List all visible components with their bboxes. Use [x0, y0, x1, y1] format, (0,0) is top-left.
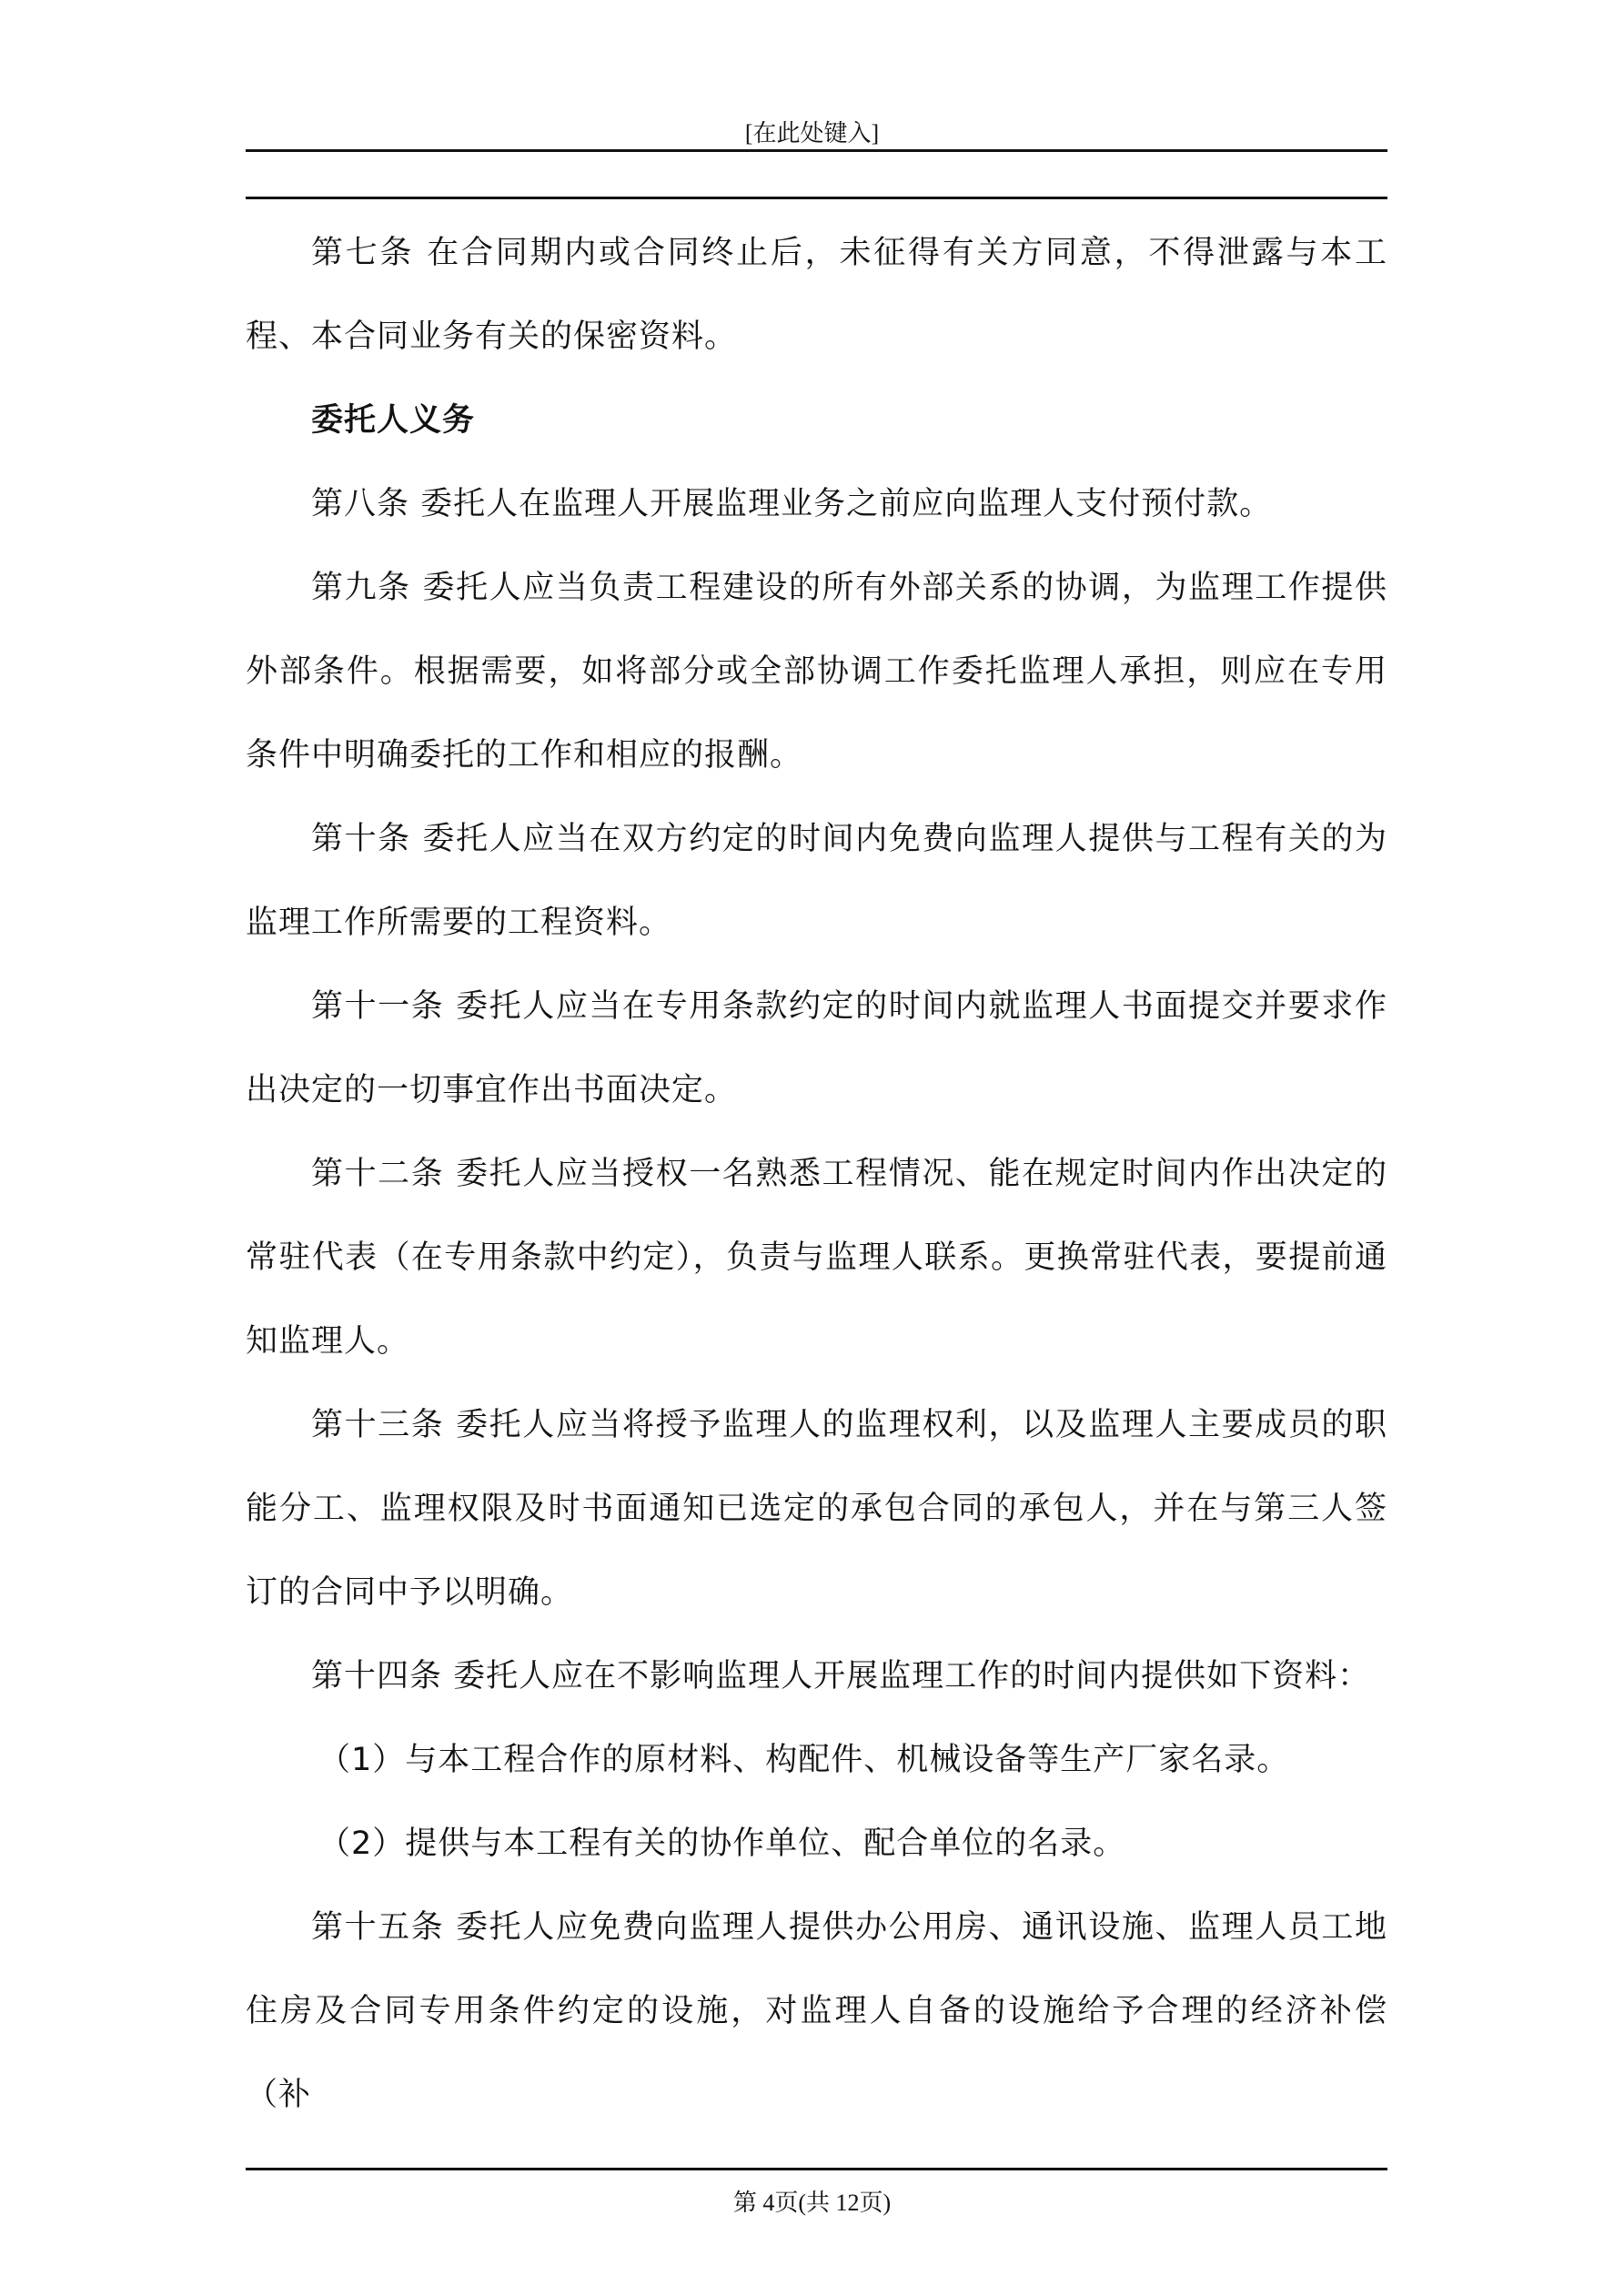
article-10: 第十条 委托人应当在双方约定的时间内免费向监理人提供与工程有关的为监理工作所需要的工程资料。: [246, 821, 1387, 941]
footer-rule: [246, 2168, 1387, 2170]
article-12: 第十二条 委托人应当授权一名熟悉工程情况、能在规定时间内作出决定的常驻代表（在专用条款中约定），负责与监理人联系。更换常驻代表，要提前通知监理人。: [246, 1156, 1387, 1360]
article-14: 第十四条 委托人应在不影响监理人开展监理工作的时间内提供如下资料：: [311, 1658, 1371, 1694]
article-11: 第十一条 委托人应当在专用条款约定的时间内就监理人书面提交并要求作出决定的一切事宜作出书面决定。: [246, 988, 1387, 1108]
header-rule-secondary: [246, 197, 1387, 199]
page-footer: 第 4页(共 12页): [732, 2190, 892, 2216]
document-body: [246, 211, 1387, 2137]
page-header: [在此处键入]: [744, 120, 880, 147]
list-item-1: （1）与本工程合作的原材料、构配件、机械设备等生产厂家名录。: [318, 1742, 1290, 1778]
article-7: 第七条 在合同期内或合同终止后，未征得有关方同意，不得泄露与本工程、本合同业务有关的保密资料。: [246, 235, 1387, 355]
article-13: 第十三条 委托人应当将授予监理人的监理权利，以及监理人主要成员的职能分工、监理权限及时书面通知已选定的承包合同的承包人，并在与第三人签订的合同中予以明确。: [246, 1407, 1387, 1611]
list-item-2: （2）提供与本工程有关的协作单位、配合单位的名录。: [318, 1826, 1126, 1862]
section-heading: 委托人义务: [311, 402, 476, 439]
article-9: 第九条 委托人应当负责工程建设的所有外部关系的协调，为监理工作提供外部条件。根据需要，如将部分或全部协调工作委托监理人承担，则应在专用条件中明确委托的工作和相应的报酬。: [246, 570, 1387, 774]
article-15: 第十五条 委托人应免费向监理人提供办公用房、通讯设施、监理人员工地住房及合同专用条件约定的设施，对监理人自备的设施给予合理的经济补偿（补: [246, 1909, 1387, 2113]
header-rule: [246, 149, 1387, 152]
article-8: 第八条 委托人在监理人开展监理业务之前应向监理人支付预付款。: [311, 486, 1273, 522]
